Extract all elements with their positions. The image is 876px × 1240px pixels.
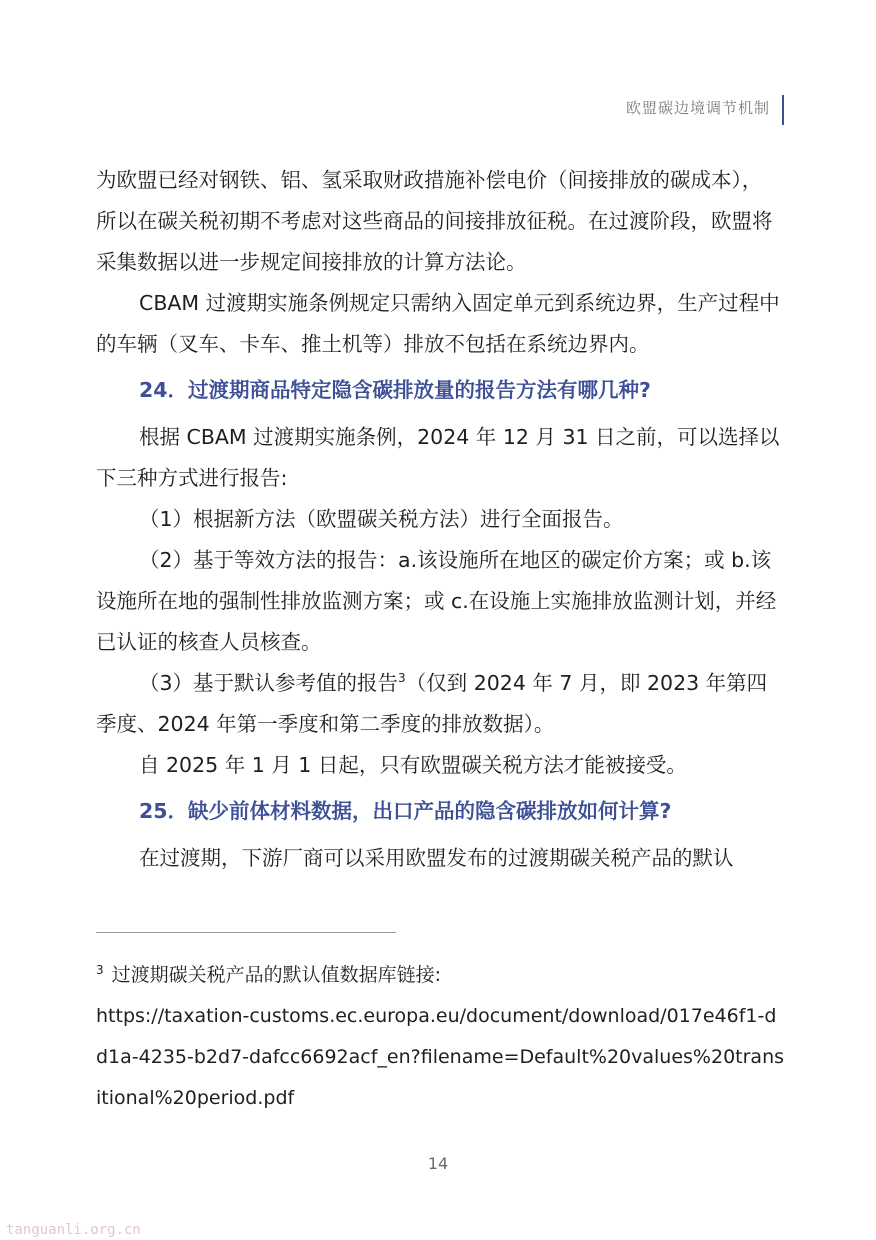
footnote-mark: 3: [96, 962, 104, 977]
footnote-label: 过渡期碳关税产品的默认值数据库链接:: [111, 964, 442, 986]
page-body: [96, 160, 782, 879]
list-item-3: [96, 663, 782, 745]
list-item-3-text-a: （3）基于默认参考值的报告: [139, 671, 399, 695]
paragraph-3: 根据 CBAM 过渡期实施条例，2024 年 12 月 31 日之前，可以选择以下三种方式进行报告:: [96, 425, 780, 490]
header-accent-bar: [782, 95, 784, 125]
paragraph-4: 自 2025 年 1 月 1 日起，只有欧盟碳关税方法才能被接受。: [139, 753, 687, 777]
footnote: [96, 955, 786, 1119]
running-header: 欧盟碳边境调节机制: [625, 99, 770, 117]
page-number: 14: [427, 1154, 449, 1173]
section-heading-25: 25．缺少前体材料数据，出口产品的隐含碳排放如何计算?: [139, 799, 672, 823]
paragraph-5: 在过渡期，下游厂商可以采用欧盟发布的过渡期碳关税产品的默认: [139, 846, 734, 870]
footnote-label-line: [96, 955, 786, 996]
list-item-1: （1）根据新方法（欧盟碳关税方法）进行全面报告。: [139, 507, 624, 531]
footnote-ref-3[interactable]: 3: [398, 671, 406, 686]
watermark: tanguanli.org.cn: [6, 1222, 141, 1238]
list-item-2: （2）基于等效方法的报告：a.该设施所在地区的碳定价方案；或 b.该设施所在地的强制性排放监测方案；或 c.在设施上实施排放监测计划，并经已认证的核查人员核查。: [96, 548, 777, 654]
footnote-link[interactable]: https://taxation-customs.ec.europa.eu/document/download/017e46f1-dd1a-4235-b2d7-dafcc6692acf_en?filename=Default%20values%20transitional%20period.pdf: [96, 1005, 785, 1109]
footnote-divider: [96, 932, 396, 933]
paragraph-2: CBAM 过渡期实施条例规定只需纳入固定单元到系统边界，生产过程中的车辆（叉车、卡车、推土机等）排放不包括在系统边界内。: [96, 291, 780, 356]
section-heading-24: 24．过渡期商品特定隐含碳排放量的报告方法有哪几种?: [139, 378, 651, 402]
list-item-3-text-b: （仅到 2024 年 7 月，即 2023 年第四季度、2024 年第一季度和第二季度的排放数据）。: [96, 671, 768, 736]
paragraph-1: 为欧盟已经对钢铁、铝、氢采取财政措施补偿电价（间接排放的碳成本），所以在碳关税初期不考虑对这些商品的间接排放征税。在过渡阶段，欧盟将采集数据以进一步规定间接排放的计算方法论。: [96, 168, 773, 274]
